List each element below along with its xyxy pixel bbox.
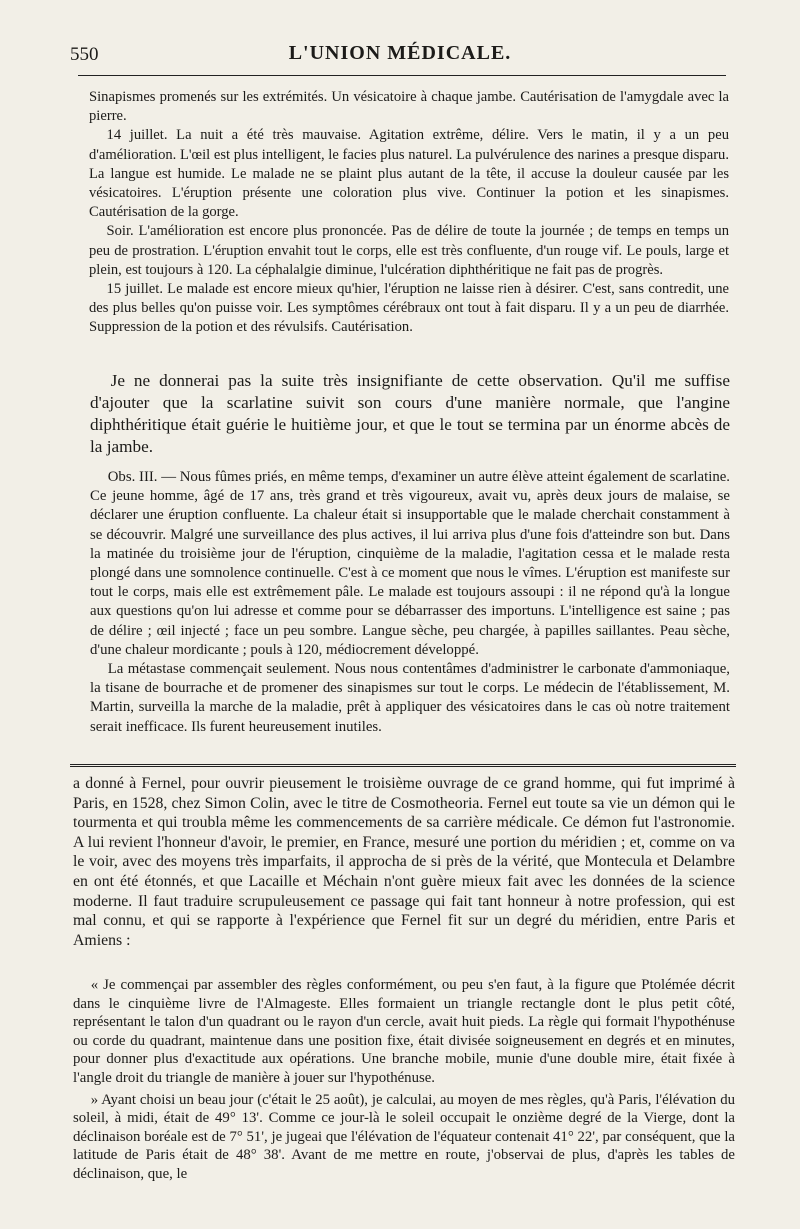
case-paragraph: 14 juillet. La nuit a été très mauvaise. Agitation extrême, délire. Vers le matin, il y a un peu d'amélioration. L'œil est plus intelligent, le facies plus naturel. La pulvérulence des narines a presque disparu. La langue est humide. Le malade ne se plaint plus autant de la tête, il accuse la douleur causée par les vésicatoires. L'éruption présente une coloration plus vive. Continuer la potion et les sinapismes. Cautérisation de la gorge. [89,127,729,221]
page-number: 550 [70,44,99,65]
feuilleton-separator-rule [70,764,736,767]
case-paragraph: 15 juillet. Le malade est encore mieux qu'hier, l'éruption ne laisse rien à désirer. C'est, sans contredit, une des plus belles qu'on puisse voir. Les symptômes cérébraux ont tout à fait disparu. Il y a un peu de diarrhée. Suppression de la potion et des révulsifs. Cautérisation. [89,281,729,336]
observation-three-section [90,468,730,737]
quote-paragraph: « Je commençai par assembler des règles conformément, ou peu s'en faut, à la figure que Ptolémée décrit dans le cinquième livre de l'Almageste. Elles formaient un triangle rectangle dont le plus petit côté, représentant le talon d'un quadrant ou le rayon d'un cercle, avait huit pieds. La règle qui formait l'hypothénuse ou corde du quadrant, maintenue dans une position fixe, était divisée soigneusement en degrés et en minutes, pour donner plus d'exactitude aux opérations. Une branche mobile, munie d'une double mire, était fixée à l'angle droit du triangle de manière à jouer sur l'hypothénuse. [73,977,735,1086]
header-rule [78,75,726,76]
conclusion-paragraph: Je ne donnerai pas la suite très insignifiante de cette observation. Qu'il me suffise d'ajouter que la scarlatine suivit son cours d'une manière normale, que l'angine diphthéritique était guérie le huitième jour, et que le tout se termina par un énorme abcès de la jambe. [90,371,730,456]
feuilleton-quote-section [73,976,735,1184]
feuilleton-intro-section [73,774,735,950]
case-report-section [89,88,729,338]
quote-paragraph: » Ayant choisi un beau jour (c'était le 25 août), je calculai, au moyen de mes règles, qu'à Paris, l'élévation du soleil, à midi, était de 49° 13'. Comme ce jour-là le soleil occupait le onzième degré de la Vierge, dont la déclinaison boréale est de 7° 51', je jugeai que l'élévation de l'équateur contenait 41° 22', par conséquent, que la latitude de Paris était de 48° 38'. Avant de me mettre en route, j'observai de plus, d'après les tables de déclinaison, que, le [73,1091,735,1182]
page-header [70,38,730,72]
observation-paragraph: Obs. III. — Nous fûmes priés, en même temps, d'examiner un autre élève atteint également de scarlatine. Ce jeune homme, âgé de 17 ans, très grand et très vigoureux, avait vu, après deux jours de malaise, se déclarer une éruption confluente. La chaleur était si insupportable que le malade cherchait constamment à se découvrir. Malgré une surveillance des plus actives, il lui arriva plus d'une fois d'atteindre son but. Dans la matinée du troisième jour de l'éruption, cinquième de la maladie, l'agitation cessa et le malade resta plongé dans une somnolence continuelle. C'est à ce moment que nous le vîmes. L'éruption est manifeste sur tout le corps, mais elle est extrêmement pâle. Le malade est toujours assoupi : il ne répond qu'à la longue aux questions qu'on lui adresse et comme pour se débarrasser des importuns. L'intelligence est saine ; pas de délire ; œil injecté ; face un peu sombre. Langue sèche, peu chargée, à papilles saillantes. Peau sèche, d'une chaleur mordicante ; pouls à 120, médiocrement développé. [90,469,730,658]
running-title: L'UNION MÉDICALE. [288,42,512,64]
observation-paragraph: La métastase commençait seulement. Nous nous contentâmes d'administrer le carbonate d'ammoniaque, la tisane de bourrache et de promener des sinapismes sur tout le corps. Le médecin de l'établissement, M. Martin, surveilla la marche de la maladie, prêt à appliquer des vésicatoires dans le cas où notre traitement serait inefficace. Ils furent heureusement inutiles. [90,661,730,735]
case-paragraph: Sinapismes promenés sur les extrémités. Un vésicatoire à chaque jambe. Cautérisation de l'amygdale avec la pierre. [89,89,729,125]
conclusion-section [90,370,730,458]
case-paragraph: Soir. L'amélioration est encore plus prononcée. Pas de délire de toute la journée ; de temps en temps un peu de prostration. L'éruption envahit tout le corps, elle est très confluente, d'un rouge vif. Le pouls, large et plein, est toujours à 120. La céphalalgie diminue, l'ulcération diphthéritique ne fait pas de progrès. [89,223,729,278]
feuilleton-intro-paragraph: a donné à Fernel, pour ouvrir pieusement le troisième ouvrage de ce grand homme, qui fut imprimé à Paris, en 1528, chez Simon Colin, avec le titre de Cosmotheoria. Fernel eut toute sa vie un démon qui le tourmenta et qui troubla même les commencements de sa carrière médicale. Ce démon fut l'astronomie. A lui revient l'honneur d'avoir, le premier, en France, mesuré une portion du méridien ; et, comme on va le voir, avec des moyens très imparfaits, il approcha de si près de la vérité, que Montecula et Delambre en ont été étonnés, et que Lacaille et Méchain n'ont guère mieux fait avec les données de la science moderne. Il faut traduire scrupuleusement ce passage qui fait tant honneur à notre profession, qui est mal connu, et qui se rapporte à l'expérience que Fernel fit sur un degré du méridien, entre Paris et Amiens : [73,775,735,949]
